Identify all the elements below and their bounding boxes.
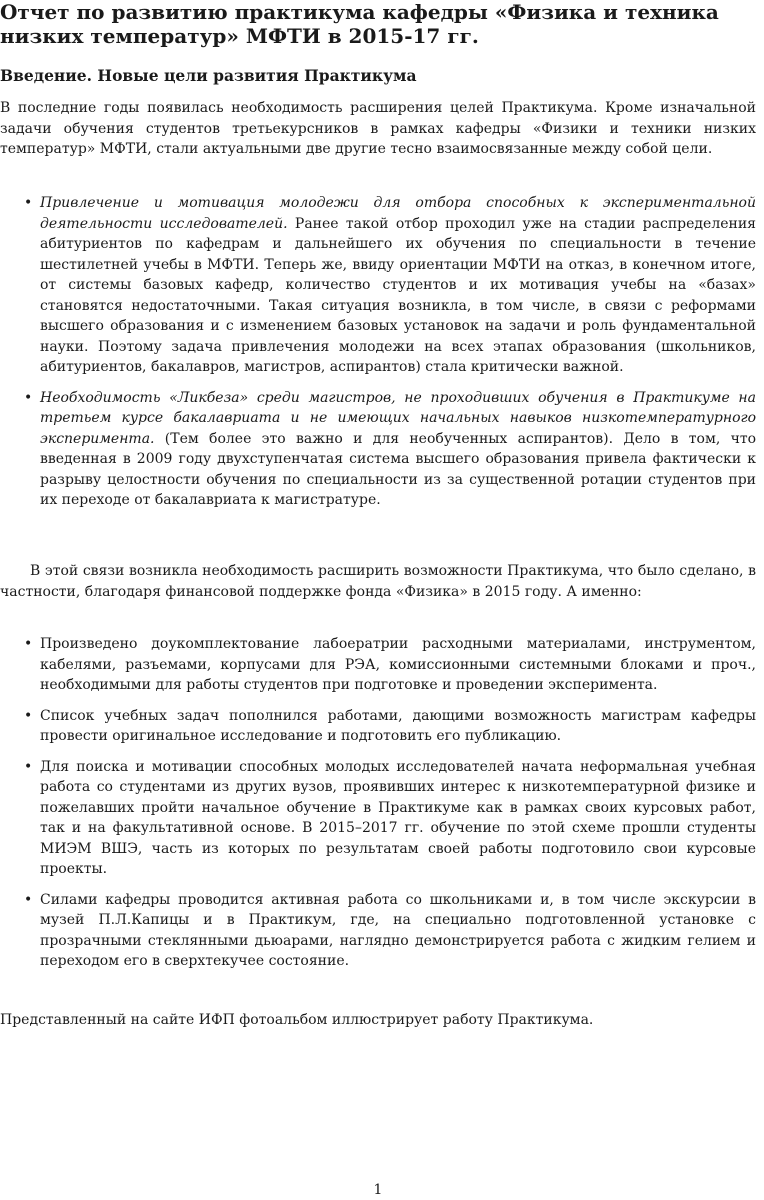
intro-paragraph: В последние годы появилась необходимость расширения целей Практикума. Кроме изначальной задачи обучения студентов третьекурсников в рамках кафедры «Физики и техники низких температур» МФТИ, стали актуальными две другие тесно взаимосвязанные между собой цели. [0,100,756,157]
goal-emphasis: Необходимость «Ликбеза» среди магистров, не проходивших обучения в Практикуме на третьем курсе бакалавриата и не имеющих начальных навыков низкотемпературного эксперимента. [40,389,756,447]
achievement-text: Силами кафедры проводится активная работа со школьниками и, в том числе экскурсии в музей П.Л.Капицы и в Практикум, где, на специально подготовленной установке с прозрачными стеклянными дьюарами, наглядно демонстрируется работа с жидким гелием и переходом его в сверхтекучее состояние. [40,891,756,969]
bullet-icon: • [24,758,33,775]
goals-list [0,193,756,521]
goal-text: (Тем более это важно и для необученных аспирантов). Дело в том, что введенная в 2009 году двухступенчатая система высшего образования привела фактически к разрыву целостности обучения по специальности из за существенной ротации студентов при их переходе от бакалавриата к магистратуре. [40,430,756,508]
bullet-icon: • [24,389,33,406]
achievement-text: Список учебных задач пополнился работами, дающими возможность магистрам кафедры провести оригинальное исследование и подготовить его публикацию. [40,707,756,744]
list-item [0,193,756,378]
bullet-icon: • [24,891,33,908]
list-item [0,634,756,696]
closing-paragraph: Представленный на сайте ИФП фотоальбом иллюстрирует работу Практикума. [0,1012,594,1028]
bullet-icon: • [24,636,33,652]
transition-paragraph: В этой связи возникла необходимость расширить возможности Практикума, что было сделано, в частности, благодаря финансовой поддержке фонда «Физика» в 2015 году. А именно: [0,563,756,600]
list-item [0,388,756,511]
section-heading: Введение. Новые цели развития Практикума [0,66,417,85]
bullet-icon: • [24,707,33,724]
page-number: 1 [373,1182,383,1198]
bullet-icon: • [24,195,33,211]
goal-emphasis: Привлечение и мотивация молодежи для отбора способных к экспериментальной деятельности исследователей. [40,195,756,232]
list-item [0,890,756,972]
achievement-text: Произведено доукомплектование лабоeратрии расходными материалами, инструментом, кабелями, разъемами, корпусами для РЭА, комиссионными системными блоками и проч., необходимыми для работы студентов при подготовке и проведении эксперимента. [40,636,756,693]
list-item [0,706,756,747]
list-item [0,757,756,880]
goal-text: Ранее такой отбор проходил уже на стадии распределения абитуриентов по кафедрам и дальнейшего их обучения по специальности в течение шестилетней учебы в МФТИ. Теперь же, ввиду ориентации МФТИ на отказ, в конечном итоге, от системы базовых кафедр, количество студентов и их мотивация учебы на «базах» становятся недостаточными. Такая ситуация возникла, в том числе, в связи с реформами высшего образования и с изменением базовых установок на задачи и роль фундаментальной науки. Поэтому задача привлечения молодежи на всех этапах образования (школьников, абитуриентов, бакалавров, магистров, аспирантов) стала критически важной. [40,215,756,375]
achievement-text: Для поиска и мотивации способных молодых исследователей начата неформальная учебная работа со студентами из других вузов, проявивших интерес к низкотемпературной физике и пожелавших пройти начальное обучение в Практикуме как в рамках своих курсовых работ, так и на факультативной основе. В 2015–2017 гг. обучение по этой схеме прошли студенты МИЭМ ВШЭ, часть из которых по результатам своей работы подготовило свои курсовые проекты. [40,758,756,877]
document-title: Отчет по развитию практикума кафедры «Физика и техника низких температур» МФТИ в 2015-17 гг. [0,0,719,48]
achievements-list [0,634,756,982]
